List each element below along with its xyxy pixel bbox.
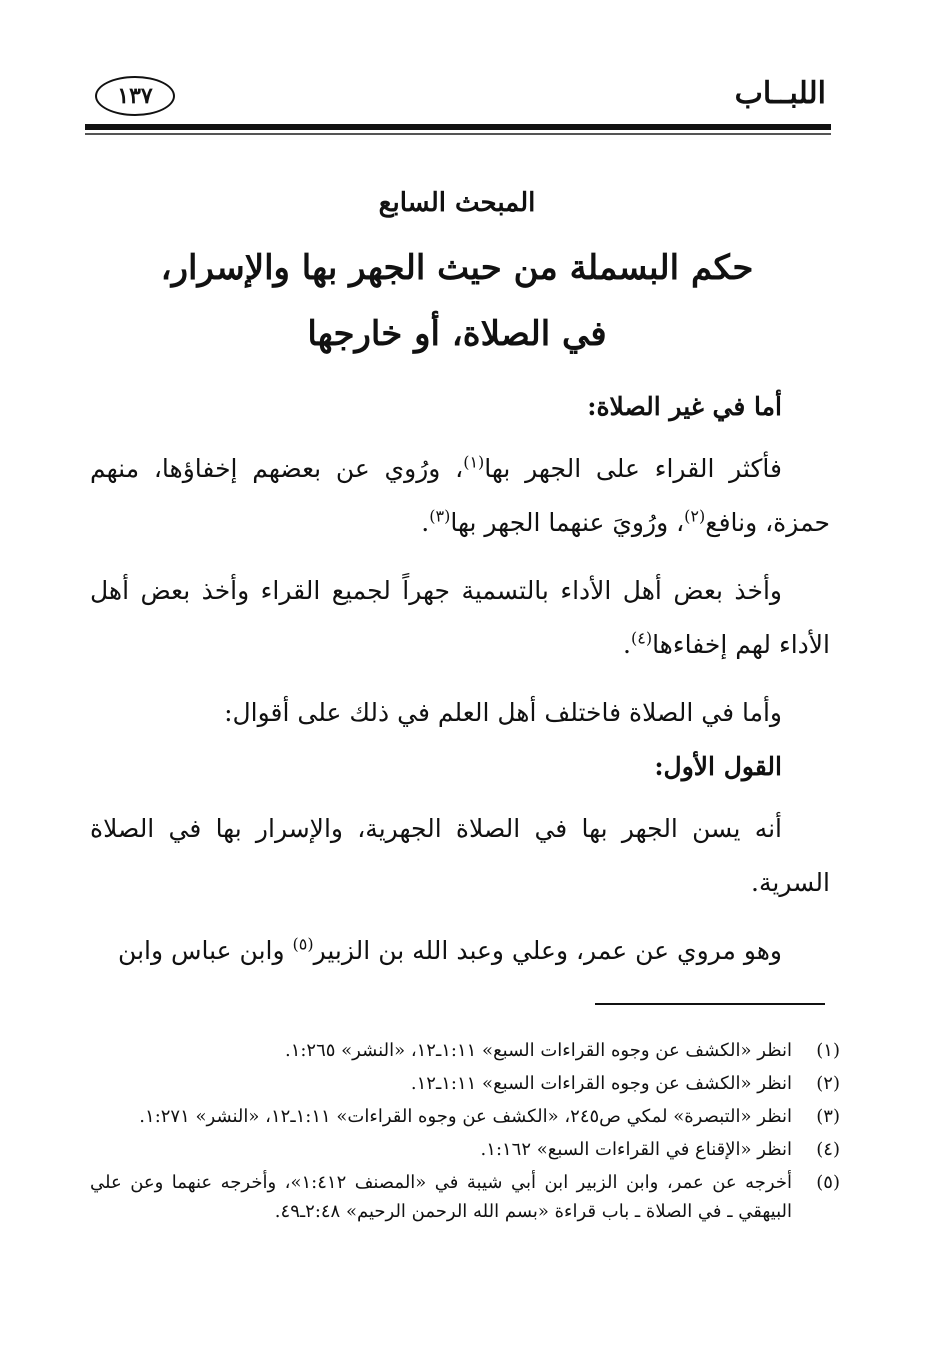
paragraph-2-text-a: وأخذ بعض أهل الأداء بالتسمية جهراً لجميع القراء وأخذ بعض أهل الأداء لهم إخفاءها <box>90 576 830 659</box>
page-number: ١٣٧ <box>117 83 153 109</box>
running-header-title: اللبــاب <box>734 76 826 111</box>
paragraph-5-text-b: وابن عباس وابن <box>118 936 293 965</box>
footnote-text: انظر «الكشف عن وجوه القراءات السبع» ١:١١ـ١٢. <box>410 1073 792 1094</box>
footnote <box>90 1069 840 1098</box>
footnote <box>90 1168 840 1226</box>
footnote-number: (١) <box>816 1040 840 1061</box>
paragraph-1-text-c: ، ورُويَ عنهما الجهر بها <box>450 508 685 537</box>
page-number-badge <box>95 76 175 116</box>
paragraph-2-text-b: . <box>623 630 631 659</box>
paragraph-4: أنه يسن الجهر بها في الصلاة الجهرية، والإسرار بها في الصلاة السرية. <box>90 814 830 897</box>
header-rule-thin <box>85 133 831 135</box>
paragraph-5-text-a: وهو مروي عن عمر، وعلي وعبد الله بن الزبير <box>313 936 782 965</box>
footnote <box>90 1102 840 1131</box>
footnote-number: (٤) <box>816 1139 840 1160</box>
footnote <box>90 1135 840 1164</box>
paragraph-1-text-d: . <box>421 508 430 537</box>
body-text <box>90 380 830 992</box>
section-heading: المبحث السابع <box>378 188 536 218</box>
footnote-ref-1: (١) <box>463 452 485 472</box>
paragraph-5 <box>90 924 830 978</box>
subheading-first-opinion: القول الأول: <box>654 752 782 781</box>
footnote <box>90 1036 840 1065</box>
footnote-ref-5: (٥) <box>292 934 314 954</box>
footnote-ref-3: (٣) <box>429 506 451 526</box>
subheading-outside-prayer: أما في غير الصلاة: <box>587 392 782 421</box>
paragraph-1-text-a: فأكثر القراء على الجهر بها <box>484 454 782 483</box>
paragraph-2 <box>90 564 830 672</box>
footnote-number: (٥) <box>816 1172 840 1193</box>
header-rule-thick <box>85 124 831 130</box>
footnote-separator <box>595 1003 825 1005</box>
footnote-text: انظر «الإقناع في القراءات السبع» ١:١٦٢. <box>480 1139 792 1160</box>
chapter-title-line-2: في الصلاة، أو خارجها <box>307 314 607 354</box>
footnote-ref-2: (٢) <box>684 506 706 526</box>
footnotes <box>90 1036 840 1230</box>
footnote-text: انظر «التبصرة» لمكي ص٢٤٥، «الكشف عن وجوه القراءات» ١:١١ـ١٢، «النشر» ١:٢٧١. <box>139 1106 792 1127</box>
footnote-text: انظر «الكشف عن وجوه القراءات السبع» ١:١١ـ١٢، «النشر» ١:٢٦٥. <box>284 1040 792 1061</box>
paragraph-1-text-b: ، ورُوي عن بعضهم إخفاؤها، منهم حمزة، ونافع <box>90 454 830 537</box>
paragraph-3: وأما في الصلاة فاختلف أهل العلم في ذلك على أقوال: <box>224 698 782 727</box>
footnote-ref-4: (٤) <box>630 628 653 648</box>
footnote-text: أخرجه عن عمر، وابن الزبير ابن أبي شيبة في «المصنف ١:٤١٢»، وأخرجه عنهما وعن علي البيهقي ـ في الصلاة ـ باب قراءة «بسم الله الرحمن الرحيم» ٢:٤٨ـ٤٩. <box>90 1172 792 1222</box>
paragraph-1 <box>90 442 830 550</box>
footnote-number: (٣) <box>816 1106 840 1127</box>
footnote-number: (٢) <box>816 1073 840 1094</box>
chapter-title-line-1: حكم البسملة من حيث الجهر بها والإسرار، <box>160 248 754 288</box>
